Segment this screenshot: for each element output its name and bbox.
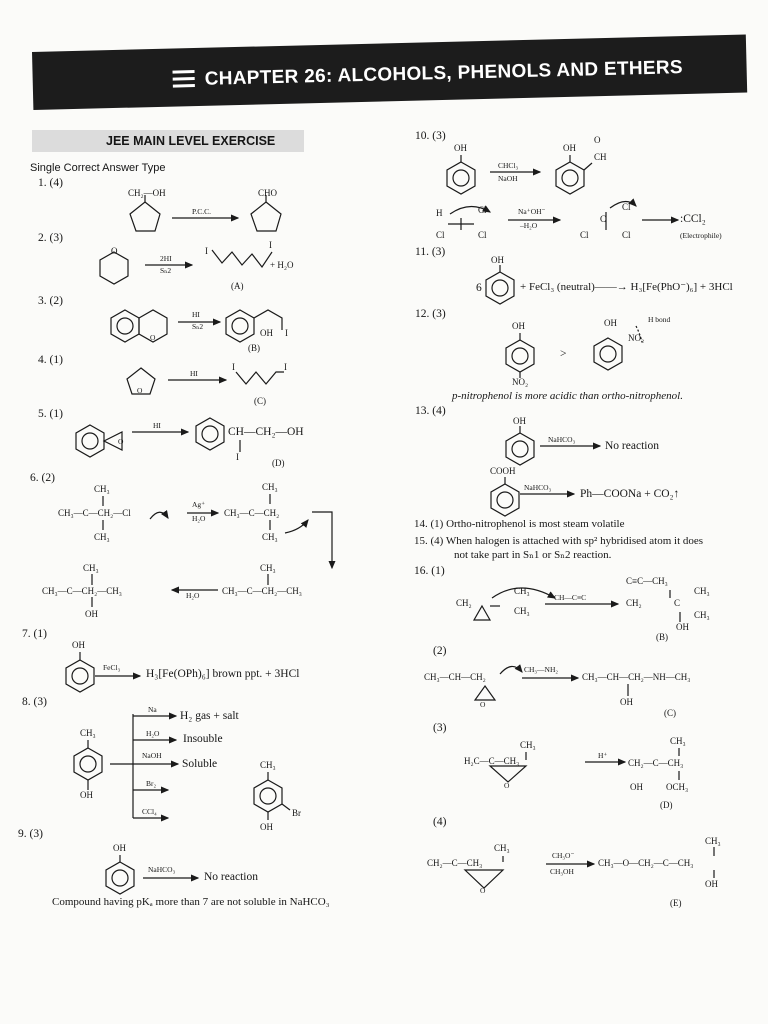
structure-label: OH [563, 143, 576, 153]
structure-label: CH₃ [494, 843, 510, 853]
cyclopentane-ring [251, 202, 281, 231]
p-cresol-ring [74, 748, 102, 780]
structure-label: OH [113, 843, 126, 853]
oxygen-label: O [150, 333, 156, 342]
reagent-label: H⁺ [598, 751, 608, 760]
product-label: (C) [664, 708, 676, 718]
structure-label: CH₃ [694, 586, 710, 596]
phenol-ring [66, 660, 94, 692]
structure-label: CH₃ [262, 532, 278, 542]
structure-label: OH [454, 143, 467, 153]
cyclopentane-ring [130, 202, 160, 231]
structure-label: OH [513, 416, 526, 426]
structure-label: OH [260, 822, 273, 832]
epoxide-ring [490, 766, 526, 782]
reagent-label: Na [148, 705, 157, 714]
tetrahydropyran-ring [100, 252, 128, 284]
reagent-label: CHCl₃ [498, 161, 519, 170]
oxygen-label: O [504, 781, 510, 790]
phenol-ring [506, 433, 534, 465]
structure-label: CH₃ [262, 482, 278, 492]
reagent-label: NaHCO₃ [148, 865, 176, 874]
question-number: 4. (1) [38, 354, 63, 366]
product-label: (A) [231, 281, 244, 291]
chromane-benzene-ring [111, 310, 139, 342]
structure-label: Cl [436, 230, 445, 240]
question-number: 13. (4) [415, 405, 446, 417]
oxygen-label: O [111, 246, 118, 256]
result-text: No reaction [605, 440, 659, 452]
structure-label: CH₂ [626, 598, 642, 608]
structure-label: CH₃—CH—CH₂—NH—CH₃ [582, 672, 691, 682]
question-number: 8. (3) [22, 696, 47, 708]
structure-label: CH₃ [94, 532, 110, 542]
structure-label: CH₂ [456, 598, 472, 608]
structure-label: CH₃ [705, 836, 721, 846]
structure-label: OH [676, 622, 689, 632]
question-number: 11. (3) [415, 246, 446, 258]
section-subtitle: Single Correct Answer Type [30, 162, 166, 174]
reagent-label: CCl₄ [142, 807, 157, 816]
structure-label: O [594, 135, 601, 145]
structure-label: OCH₃ [666, 782, 689, 792]
annotation-text: (Electrophile) [680, 231, 722, 240]
structure-label: OH [260, 328, 273, 338]
comparison-symbol: > [560, 348, 567, 360]
reagent-label: 2HI [160, 254, 172, 263]
structure-label: OH [604, 318, 617, 328]
product-label: (C) [254, 396, 266, 406]
structure-label: CHO [258, 188, 278, 198]
structure-label: OH [512, 321, 525, 331]
structure-label: OH [705, 879, 718, 889]
part-number: (4) [433, 816, 447, 828]
structure-label: CH₃ [514, 586, 530, 596]
p-nitrophenol-ring [506, 340, 534, 372]
structure-label: NO₂ [512, 377, 529, 387]
structure-label: OH [620, 697, 633, 707]
question-number: 10. (3) [415, 130, 446, 142]
structure-label: CH₃ [94, 484, 110, 494]
reagent-label: –H₂O [520, 221, 538, 230]
result-text: Ph—COONa + CO₂↑ [580, 488, 680, 500]
reagent-label: CH₃OH [550, 867, 574, 876]
structure-label: OH [80, 790, 93, 800]
structure-label: I [236, 452, 239, 462]
reagent-label: Br₂ [146, 779, 157, 788]
structure-label: Cl [478, 230, 487, 240]
structure-label: CH₃—C—CH₂—CH₃ [222, 586, 302, 596]
note-text: p-nitrophenol is more acidic than ortho-nitrophenol. [452, 390, 683, 402]
structure-label: Br [292, 808, 301, 818]
answer-text: 14. (1) Ortho-nitrophenol is most steam volatile [414, 518, 625, 530]
reagent-label: Ag⁺ [192, 500, 206, 509]
oxygen-label: O [480, 886, 486, 895]
question-number: 16. (1) [414, 565, 445, 577]
equation-text: + FeCl₃ (neutral)——→ H₃[Fe(PhO⁻)₆] + 3HCl [520, 281, 733, 293]
structure-label: OH [72, 640, 85, 650]
structure-label: OH [85, 609, 98, 619]
oxygen-label: O [137, 386, 143, 395]
structure-label: I [285, 328, 288, 338]
structure-label: CH₃ [514, 606, 530, 616]
oxygen-label: O [118, 437, 124, 446]
structure-label: CH [594, 152, 607, 162]
reagent-label: CH₃O⁻ [552, 851, 575, 860]
answer-text: not take part in Sₙ1 or Sₙ2 reaction. [454, 549, 612, 561]
structure-label: C [600, 214, 607, 224]
reagent-label: NaHCO₃ [524, 483, 552, 492]
structure-label: CH₂—OH [128, 188, 166, 198]
benzene-ring [76, 425, 104, 457]
reagent-label: Na⁺OH⁻ [518, 207, 546, 216]
structure-label: CH₃ [83, 563, 99, 573]
structure-label: CH₃ [670, 736, 686, 746]
structure-label: CH₃—CH—CH₂ [424, 672, 486, 682]
question-number: 5. (1) [38, 408, 63, 420]
structure-label: COOH [490, 466, 516, 476]
product-label: (D) [660, 800, 673, 810]
epoxide-ring [475, 686, 495, 700]
product-label: (D) [272, 458, 285, 468]
question-number: 9. (3) [18, 828, 43, 840]
result-text: Insouble [183, 733, 223, 745]
reagent-label: NaOH [142, 751, 162, 760]
reagent-label: H₂O [192, 514, 206, 523]
structure-label: CH₃ [80, 728, 96, 738]
structure-label: CH₃—O—CH₂—C—CH₃ [598, 858, 694, 868]
product-label: (E) [670, 898, 682, 908]
annotation-text: H bond [648, 315, 671, 324]
question-number: 2. (3) [38, 232, 63, 244]
structure-label: :CCl₂ [680, 213, 706, 225]
structure-label: CH₃ [260, 563, 276, 573]
question-number: 1. (4) [38, 177, 63, 189]
question-number: 7. (1) [22, 628, 47, 640]
reagent-label: NaHCO₃ [548, 435, 576, 444]
reagent-label: P.C.C. [192, 207, 211, 216]
note-text: Compound having pKₐ more than 7 are not soluble in NaHCO₃ [52, 896, 330, 908]
reagent-label: HI [190, 369, 198, 378]
salicylaldehyde-ring [556, 162, 584, 194]
reagent-label: HI [153, 421, 161, 430]
aromatic-circle [117, 318, 133, 334]
structure-label: H₂C—C—CH₃ [464, 756, 520, 766]
question-number: 3. (2) [38, 295, 63, 307]
phenol-ring [106, 862, 134, 894]
reagent-label: CH—C≡C [554, 593, 587, 602]
reagent-label: FeCl₃ [103, 663, 121, 672]
reagent-label: H₂O [186, 591, 200, 600]
structure-label: 6 [476, 282, 482, 294]
product-label: (B) [656, 632, 668, 642]
chapter-title: CHAPTER 26: ALCOHOLS, PHENOLS AND ETHERS [204, 57, 684, 90]
structure-label: CH—CH₂—OH [228, 426, 304, 438]
structure-label: CH₃ [694, 610, 710, 620]
part-number: (3) [433, 722, 447, 734]
structure-label: I [232, 362, 235, 372]
structure-label: C≡C—CH₃ [626, 576, 668, 586]
answer-text: 15. (4) When halogen is attached with sp² hybridised atom it does [414, 535, 704, 547]
structure-label: C [674, 598, 681, 608]
section-title: JEE MAIN LEVEL EXERCISE [106, 134, 276, 148]
reagent-label: H₂O [146, 729, 160, 738]
structure-label: Cl [622, 202, 631, 212]
epoxide-ring [474, 606, 490, 620]
reagent-label: HI [192, 310, 200, 319]
structure-label: CH₃ [260, 760, 276, 770]
structure-label: CH₃—C—CH₂ [224, 508, 280, 518]
structure-label: H [436, 208, 443, 218]
structure-label: CH₃ [520, 740, 536, 750]
structure-label: + H₂O [270, 260, 294, 270]
structure-label: OH [630, 782, 643, 792]
oxygen-label: O [480, 700, 486, 709]
structure-label: CH₃—C—CH₂—Cl [58, 508, 131, 518]
question-number: 6. (2) [30, 472, 55, 484]
result-text: No reaction [204, 871, 258, 883]
structure-label: Cl [478, 205, 487, 215]
product-label: (B) [248, 343, 260, 353]
structure-label: CH₂—C—CH₃ [628, 758, 684, 768]
structure-label: Cl [622, 230, 631, 240]
phenol-ring [486, 272, 514, 304]
structure-label: CH₃—C—CH₂—CH₃ [42, 586, 122, 596]
structure-label: CH₂—C—CH₃ [427, 858, 483, 868]
benzene-ring [196, 418, 224, 450]
reagent-label: Sₙ2 [160, 266, 172, 275]
structure-label: I [205, 246, 208, 256]
product-text: H₃[Fe(OPh)₆] brown ppt. + 3HCl [146, 668, 300, 680]
structure-label: OH [491, 255, 504, 265]
structure-label: I [269, 240, 272, 250]
product-benzene-ring [226, 310, 254, 342]
benzoic-acid-ring [491, 484, 519, 516]
phenol-ring [447, 162, 475, 194]
structure-label: NO₂ [628, 333, 645, 343]
reagent-label: NaOH [498, 174, 518, 183]
reagent-label: CH₃—NH₂ [524, 665, 558, 674]
part-number: (2) [433, 645, 447, 657]
result-text: Soluble [182, 758, 218, 770]
o-nitrophenol-ring [594, 338, 622, 370]
bromo-cresol-ring [254, 780, 282, 812]
diiodo-chain [212, 250, 272, 267]
reagent-label: Sₙ2 [192, 322, 204, 331]
question-number: 12. (3) [415, 308, 446, 320]
structure-label: Cl [580, 230, 589, 240]
result-text: H₂ gas + salt [180, 710, 239, 722]
structure-label: I [284, 362, 287, 372]
